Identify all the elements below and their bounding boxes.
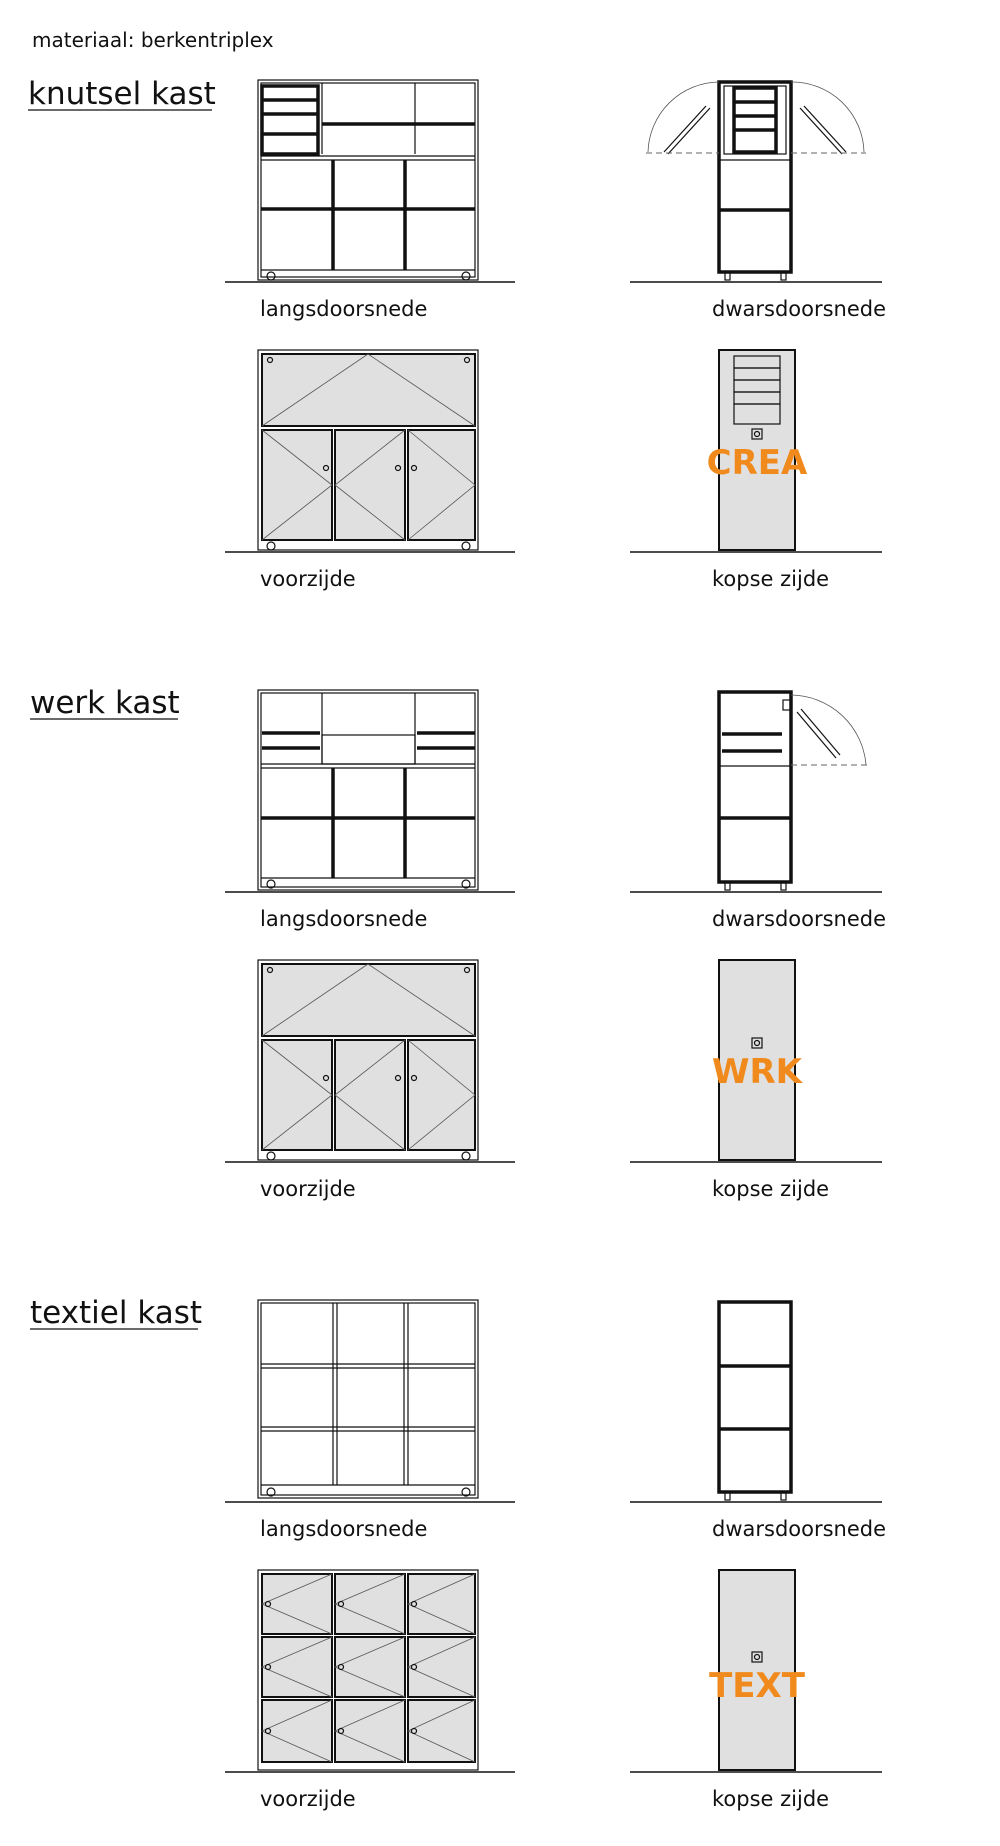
long-section-drawing — [258, 1300, 478, 1498]
caption-front: voorzijde — [260, 567, 356, 591]
cross-section-drawing — [646, 82, 866, 280]
caption-cross: dwarsdoorsnede — [712, 1517, 887, 1541]
caption-long: langsdoorsnede — [260, 907, 428, 931]
front-elevation-drawing — [258, 350, 478, 550]
caption-long: langsdoorsnede — [260, 297, 428, 321]
caption-front: voorzijde — [260, 1177, 356, 1201]
section-title: knutsel kast — [28, 76, 216, 112]
long-section-drawing — [258, 690, 478, 890]
caption-long: langsdoorsnede — [260, 1517, 428, 1541]
section-textiel-kast — [30, 1295, 886, 1811]
side-label-tag: TEXT — [709, 1666, 805, 1706]
material-note: materiaal: berkentriplex — [32, 28, 274, 52]
caption-front: voorzijde — [260, 1787, 356, 1811]
caption-side: kopse zijde — [712, 1787, 830, 1811]
front-elevation-drawing — [258, 1570, 478, 1770]
cross-section-drawing — [719, 1302, 791, 1500]
caption-side: kopse zijde — [712, 1177, 830, 1201]
cross-section-drawing — [719, 692, 868, 890]
caption-cross: dwarsdoorsnede — [712, 907, 887, 931]
section-knutsel-kast — [28, 76, 886, 591]
long-section-drawing — [258, 80, 478, 280]
caption-side: kopse zijde — [712, 567, 830, 591]
side-label-tag: CREA — [706, 443, 808, 483]
section-title: werk kast — [30, 685, 180, 721]
front-elevation-drawing — [258, 960, 478, 1160]
side-label-tag: WRK — [711, 1052, 803, 1092]
section-title: textiel kast — [30, 1295, 203, 1331]
caption-cross: dwarsdoorsnede — [712, 297, 887, 321]
section-werk-kast — [30, 685, 886, 1201]
